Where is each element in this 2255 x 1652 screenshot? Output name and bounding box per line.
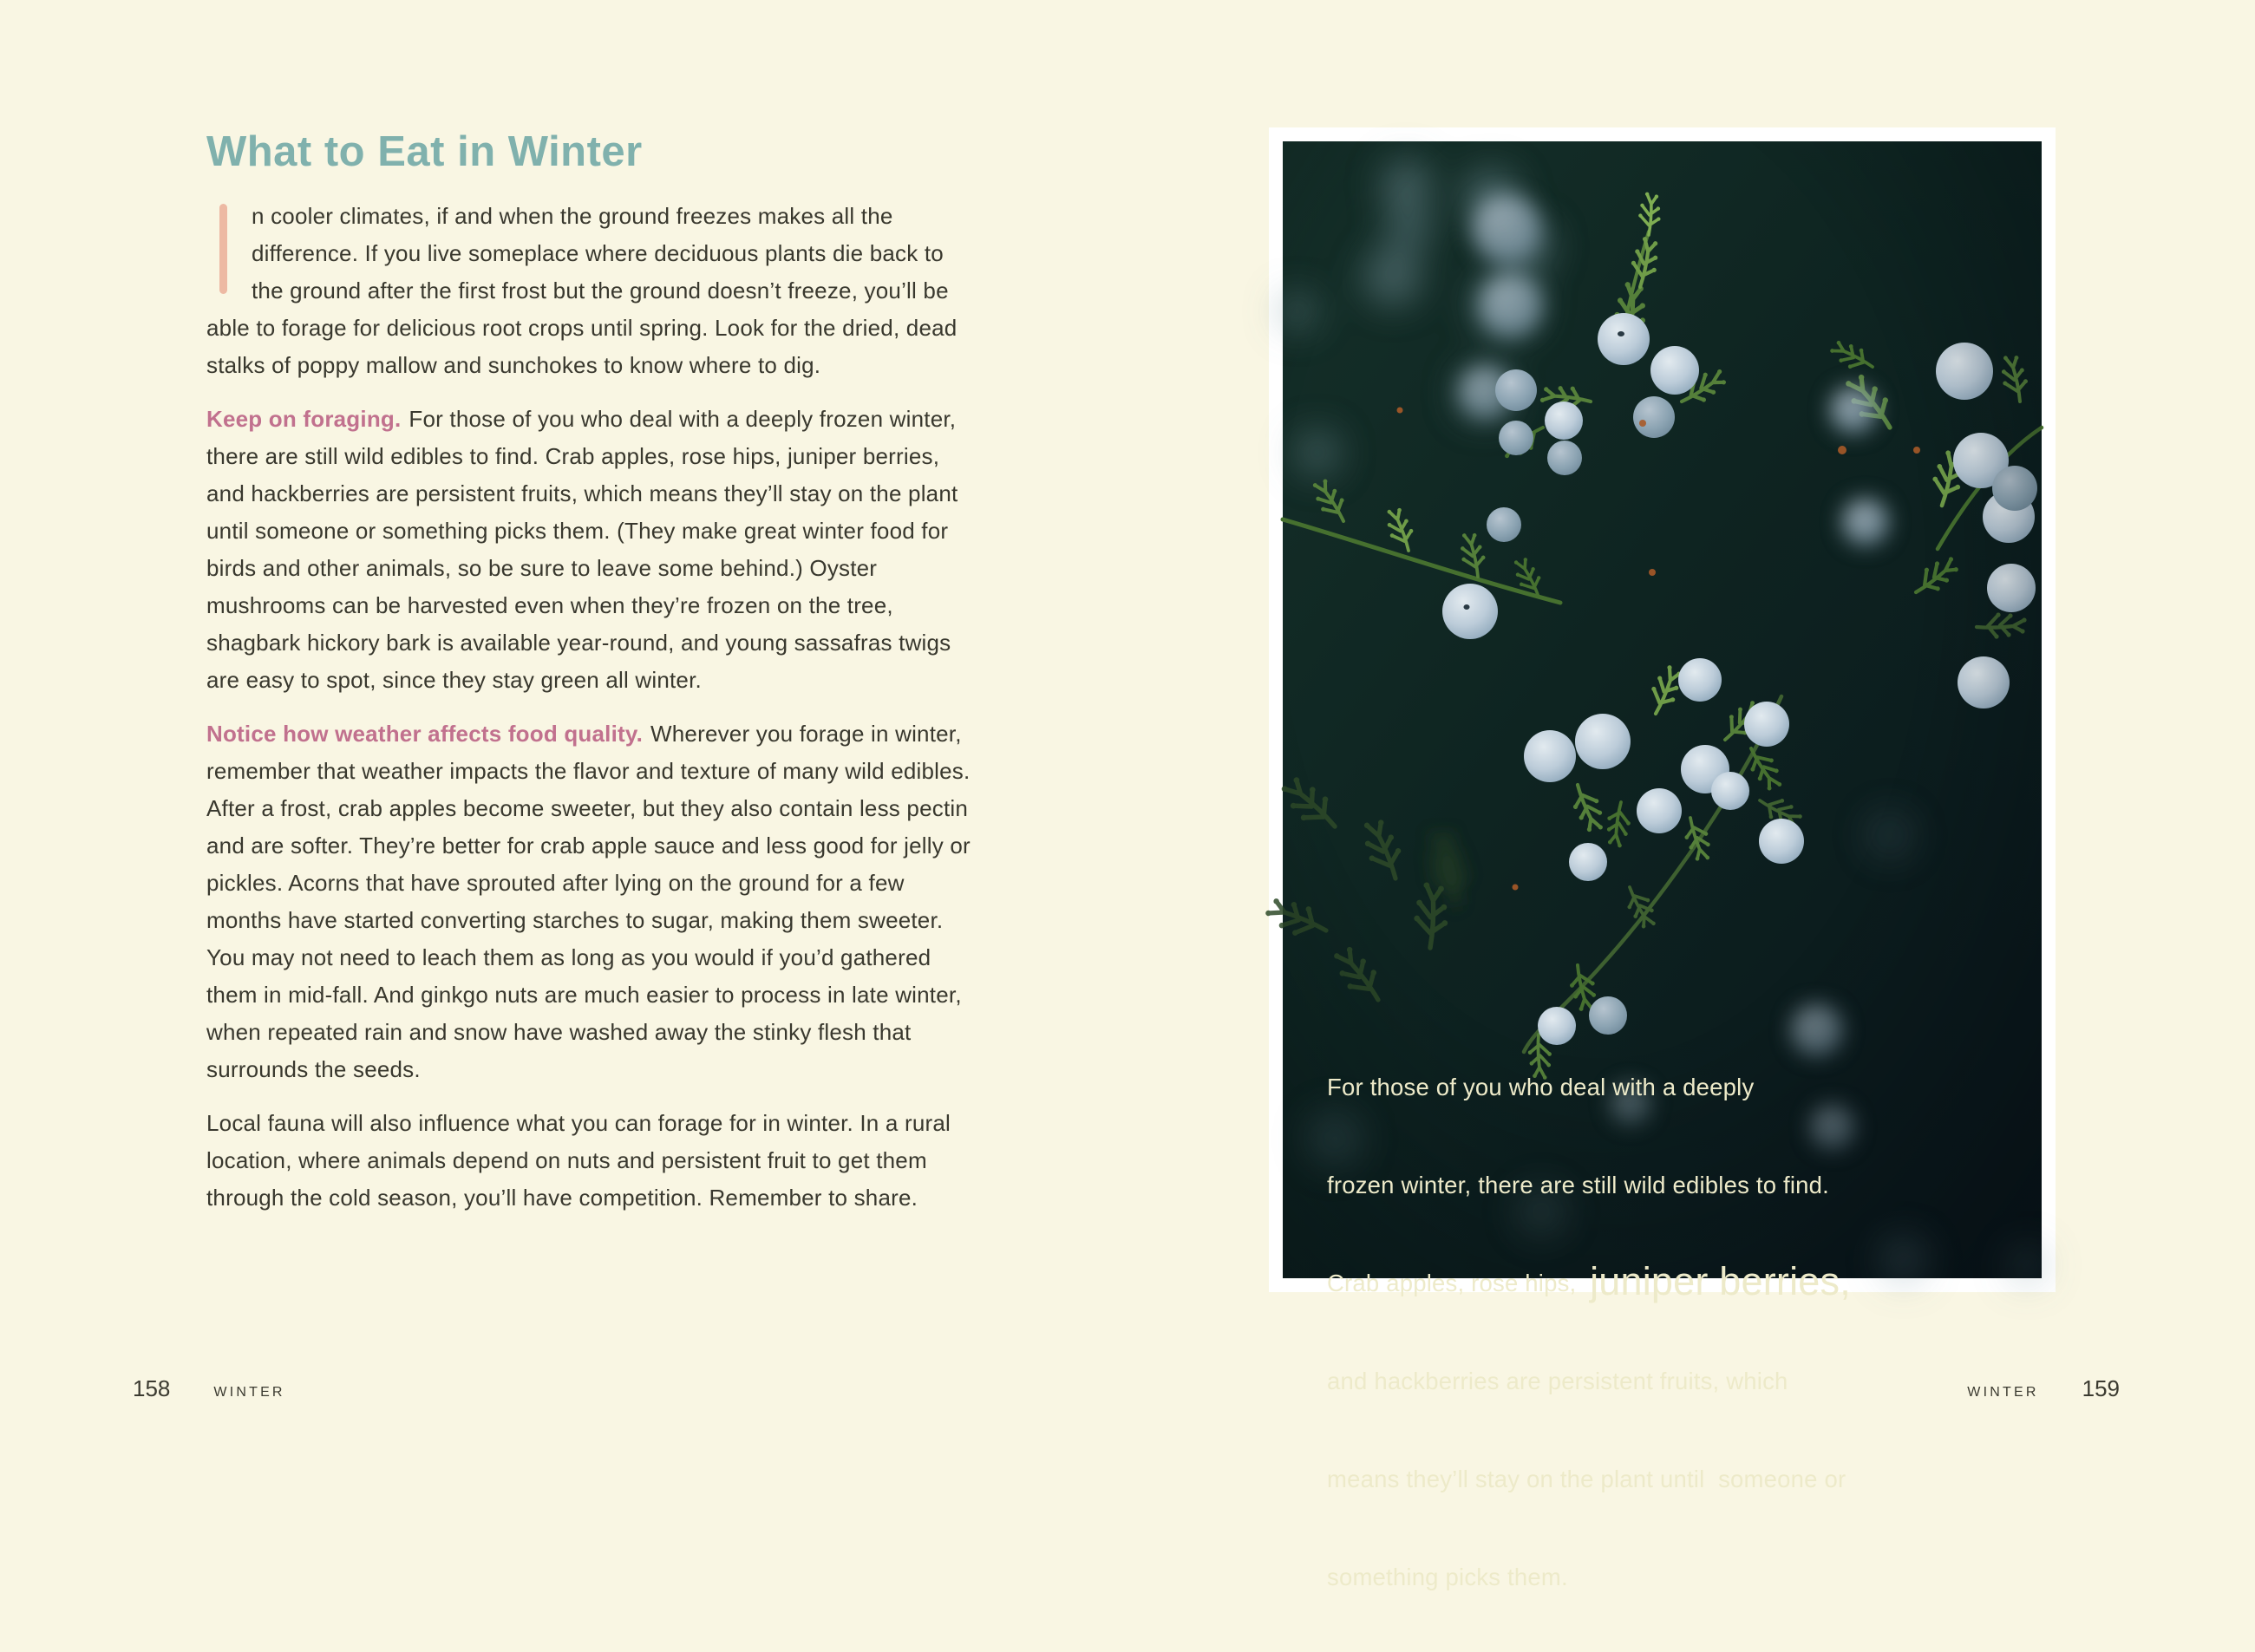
paragraph-intro: [206, 198, 971, 384]
caption-text: frozen winter, there are still wild edibles to find.: [1327, 1172, 1830, 1198]
page-title: What to Eat in Winter: [206, 128, 643, 175]
caption-line: [1327, 1064, 2003, 1107]
caption-text: and hackberries are persistent fruits, which: [1327, 1368, 1788, 1394]
paragraph-text: For those of you who deal with a deeply frozen winter, there are still wild edibles to find. Crab apples, rose hips, juniper berries, and hackberries are persistent fruits, which means they’ll stay on the plant until someone or something picks them. (They make great winter food for birds and other animals, so be sure to leave some behind.) Oyster mushrooms can be harvested even when they’re frozen on the tree, shagbark hickory bark is available year-round, and young sassafras twigs are easy to spot, since they stay green all winter.: [206, 406, 958, 693]
caption-text: means they’ll stay on the plant until someone or: [1327, 1466, 1846, 1492]
paragraph-keep-foraging: [206, 401, 971, 699]
caption-line: [1327, 1554, 2003, 1596]
paragraph-text: Local fauna will also influence what you can forage for in winter. In a rural location, where animals depend on nuts and persistent fruit to get them through the cold season, you’ll have competition. Remember to share.: [206, 1110, 951, 1211]
drop-cap-i-bar: [219, 204, 227, 294]
caption-highlight: juniper berries,: [1590, 1259, 1851, 1303]
paragraph-text: n cooler climates, if and when the ground freezes makes all the difference. If you live someplace where deciduous plants die back to the ground after the first frost but the ground doesn’t freeze, you’ll be able to forage for delicious root crops until spring. Look for the dried, dead stalks of poppy mallow and sunchokes to know where to dig.: [206, 203, 958, 378]
photo-caption: [1327, 1009, 2003, 1652]
paragraph-weather-quality: [206, 715, 971, 1088]
section-label: WINTER: [1967, 1385, 2039, 1400]
left-page-text-column: [206, 127, 971, 1233]
section-label: WINTER: [213, 1385, 285, 1400]
photo-frame: [1269, 127, 2056, 1590]
caption-text: Crab apples, rose hips,: [1327, 1270, 1591, 1296]
dropcap-float: [206, 198, 252, 310]
caption-line: [1327, 1358, 2003, 1401]
paragraph-local-fauna: [206, 1105, 971, 1217]
caption-line: [1327, 1162, 2003, 1205]
page-number: 158: [133, 1375, 171, 1401]
caption-text: something picks them.: [1327, 1564, 1568, 1590]
caption-text: For those of you who deal with a deeply: [1327, 1074, 1755, 1100]
juniper-berries-photo: [1283, 141, 2042, 1590]
paragraph-text: Wherever you forage in winter, remember that weather impacts the flavor and texture of many wild edibles. After a frost, crab apples become sweeter, but they also contain less pectin and are softer. They’re better for crab apple sauce and less good for jelly or pickles. Acorns that have sprouted after lying on the ground for a few months have started converting starches to sugar, making them sweeter. You may not need to leach them as long as you would if you’d gathered them in mid-fall. And ginkgo nuts are much easier to process in late winter, when repeated rain and snow have washed away the stinky flesh that surrounds the seeds.: [206, 721, 971, 1082]
paragraph-lead-in: Notice how weather affects food quality.: [206, 721, 644, 747]
page-number: 159: [2082, 1375, 2120, 1401]
caption-line: [1327, 1456, 2003, 1499]
footer-left: [133, 1375, 285, 1402]
paragraph-lead-in: Keep on foraging.: [206, 406, 402, 432]
caption-line: [1327, 1260, 2003, 1303]
